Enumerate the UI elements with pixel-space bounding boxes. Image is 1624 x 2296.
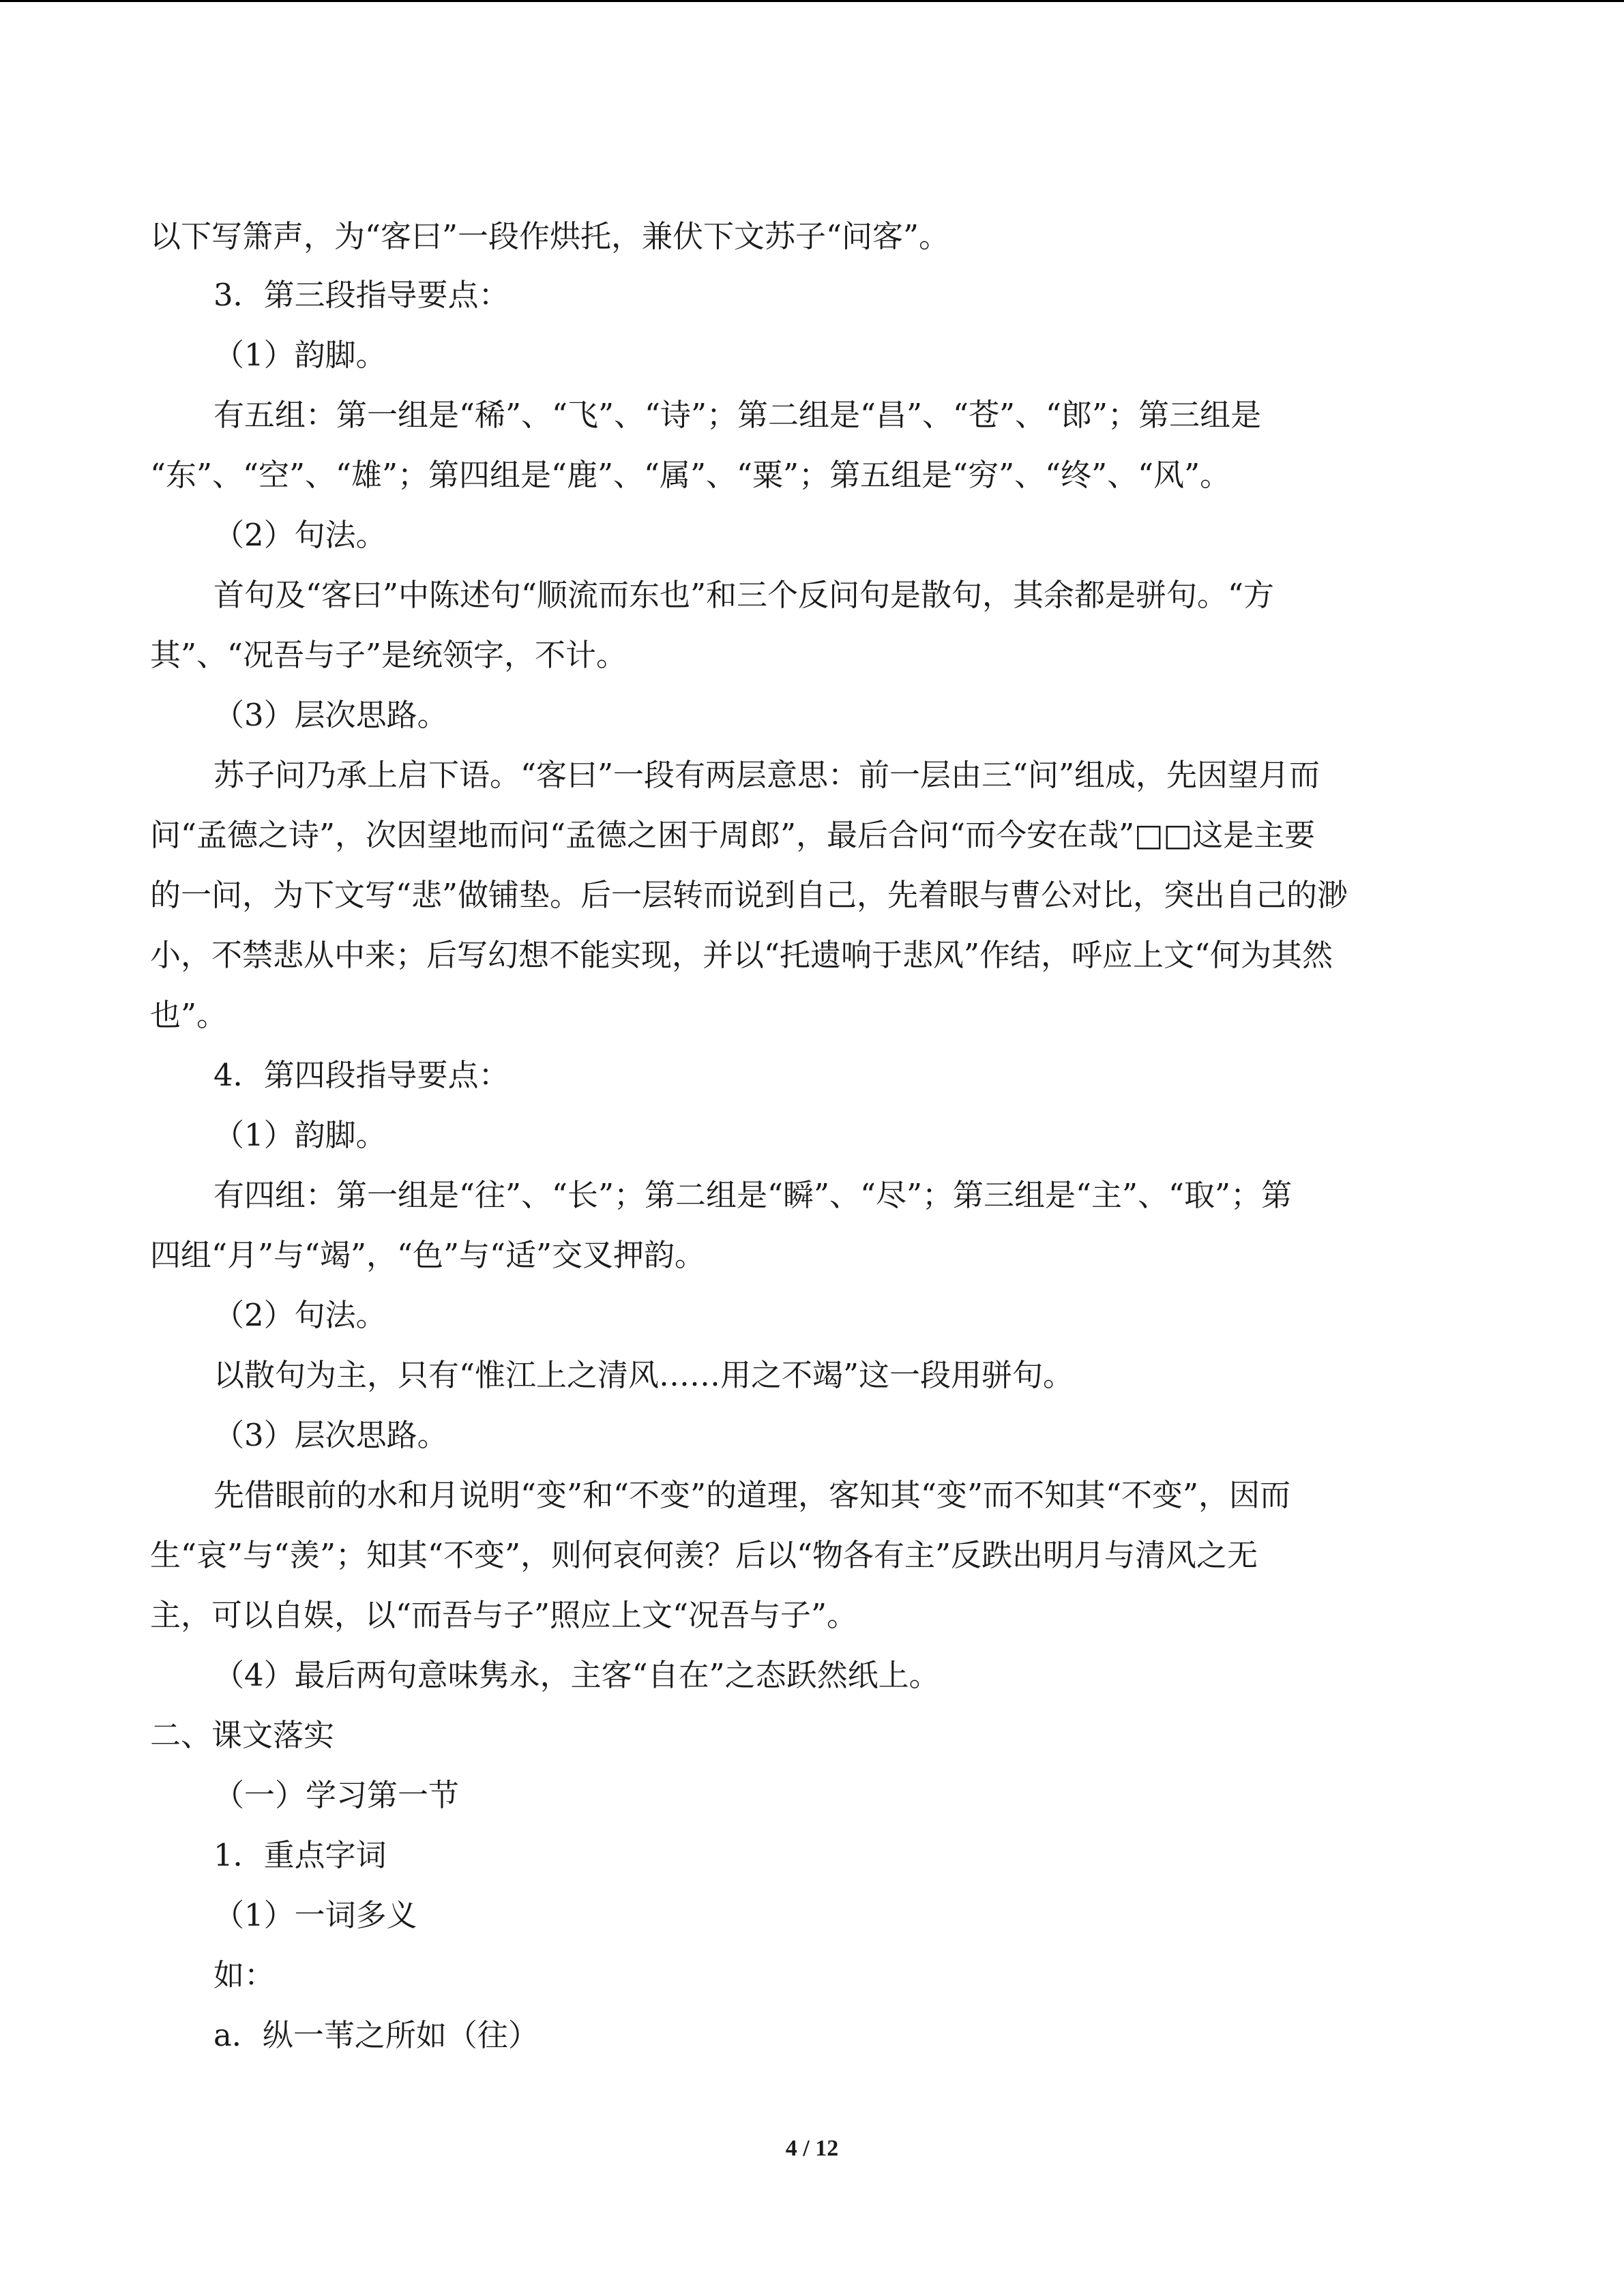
section-heading: 3．第三段指导要点： <box>213 277 510 313</box>
text-line: 苏子问乃承上启下语。“客曰”一段有两层意思：前一层由三“问”组成，先因望月而 <box>213 757 1320 793</box>
subheading: （1）韵脚。 <box>213 1117 387 1153</box>
text-line: 有四组：第一组是“往”、“长”；第二组是“瞬”、“尽”；第三组是“主”、“取”；第 <box>213 1177 1293 1213</box>
subheading: （1）一词多义 <box>213 1897 417 1933</box>
text-line: a．纵一苇之所如（往） <box>213 2017 539 2053</box>
subheading: （1）韵脚。 <box>213 337 387 373</box>
text-line: 主，可以自娱，以“而吾与子”照应上文“况吾与子”。 <box>150 1597 858 1633</box>
text-line: 的一问，为下文写“悲”做铺垫。后一层转而说到自己，先着眼与曹公对比，突出自己的渺 <box>150 877 1348 913</box>
text-line: 生“哀”与“羡”；知其“不变”，则何哀何羡？后以“物各有主”反跌出明月与清风之无 <box>150 1537 1258 1573</box>
top-border-line <box>0 0 1624 2</box>
text-line: 如： <box>213 1957 276 1993</box>
text-line: 以散句为主，只有“惟江上之清风……用之不竭”这一段用骈句。 <box>213 1357 1074 1393</box>
subheading: （3）层次思路。 <box>213 697 448 733</box>
text-line: 问“孟德之诗”，次因望地而问“孟德之困于周郎”，最后合问“而今安在哉”□□这是主要 <box>150 817 1316 853</box>
page-number: 4 / 12 <box>785 2136 839 2161</box>
text-line: 首句及“客曰”中陈述句“顺流而东也”和三个反问句是散句，其余都是骈句。“方 <box>213 577 1275 613</box>
text-line: 先借眼前的水和月说明“变”和“不变”的道理，客知其“变”而不知其“不变”，因而 <box>213 1477 1291 1513</box>
text-line: 其”、“况吾与子”是统领字，不计。 <box>150 637 628 673</box>
subheading: （2）句法。 <box>213 517 387 553</box>
text-line: （4）最后两句意味隽永，主客“自在”之态跃然纸上。 <box>213 1657 940 1693</box>
subheading: 1．重点字词 <box>213 1837 387 1873</box>
text-line: 以下写箫声，为“客曰”一段作烘托，兼伏下文苏子“问客”。 <box>150 218 950 254</box>
text-line: 小，不禁悲从中来；后写幻想不能实现，并以“托遗响于悲风”作结，呼应上文“何为其然 <box>150 937 1333 973</box>
text-line: 有五组：第一组是“稀”、“飞”、“诗”；第二组是“昌”、“苍”、“郎”；第三组是 <box>213 397 1262 433</box>
text-line: “东”、“空”、“雄”；第四组是“鹿”、“属”、“粟”；第五组是“穷”、“终”、“风”。 <box>150 457 1231 493</box>
section-heading: 二、课文落实 <box>150 1717 335 1753</box>
subheading: （一）学习第一节 <box>213 1777 460 1813</box>
text-line: 也”。 <box>150 997 228 1033</box>
subheading: （3）层次思路。 <box>213 1417 448 1453</box>
section-heading: 4．第四段指导要点： <box>213 1057 510 1093</box>
subheading: （2）句法。 <box>213 1297 387 1333</box>
text-line: 四组“月”与“竭”，“色”与“适”交叉押韵。 <box>150 1237 706 1273</box>
